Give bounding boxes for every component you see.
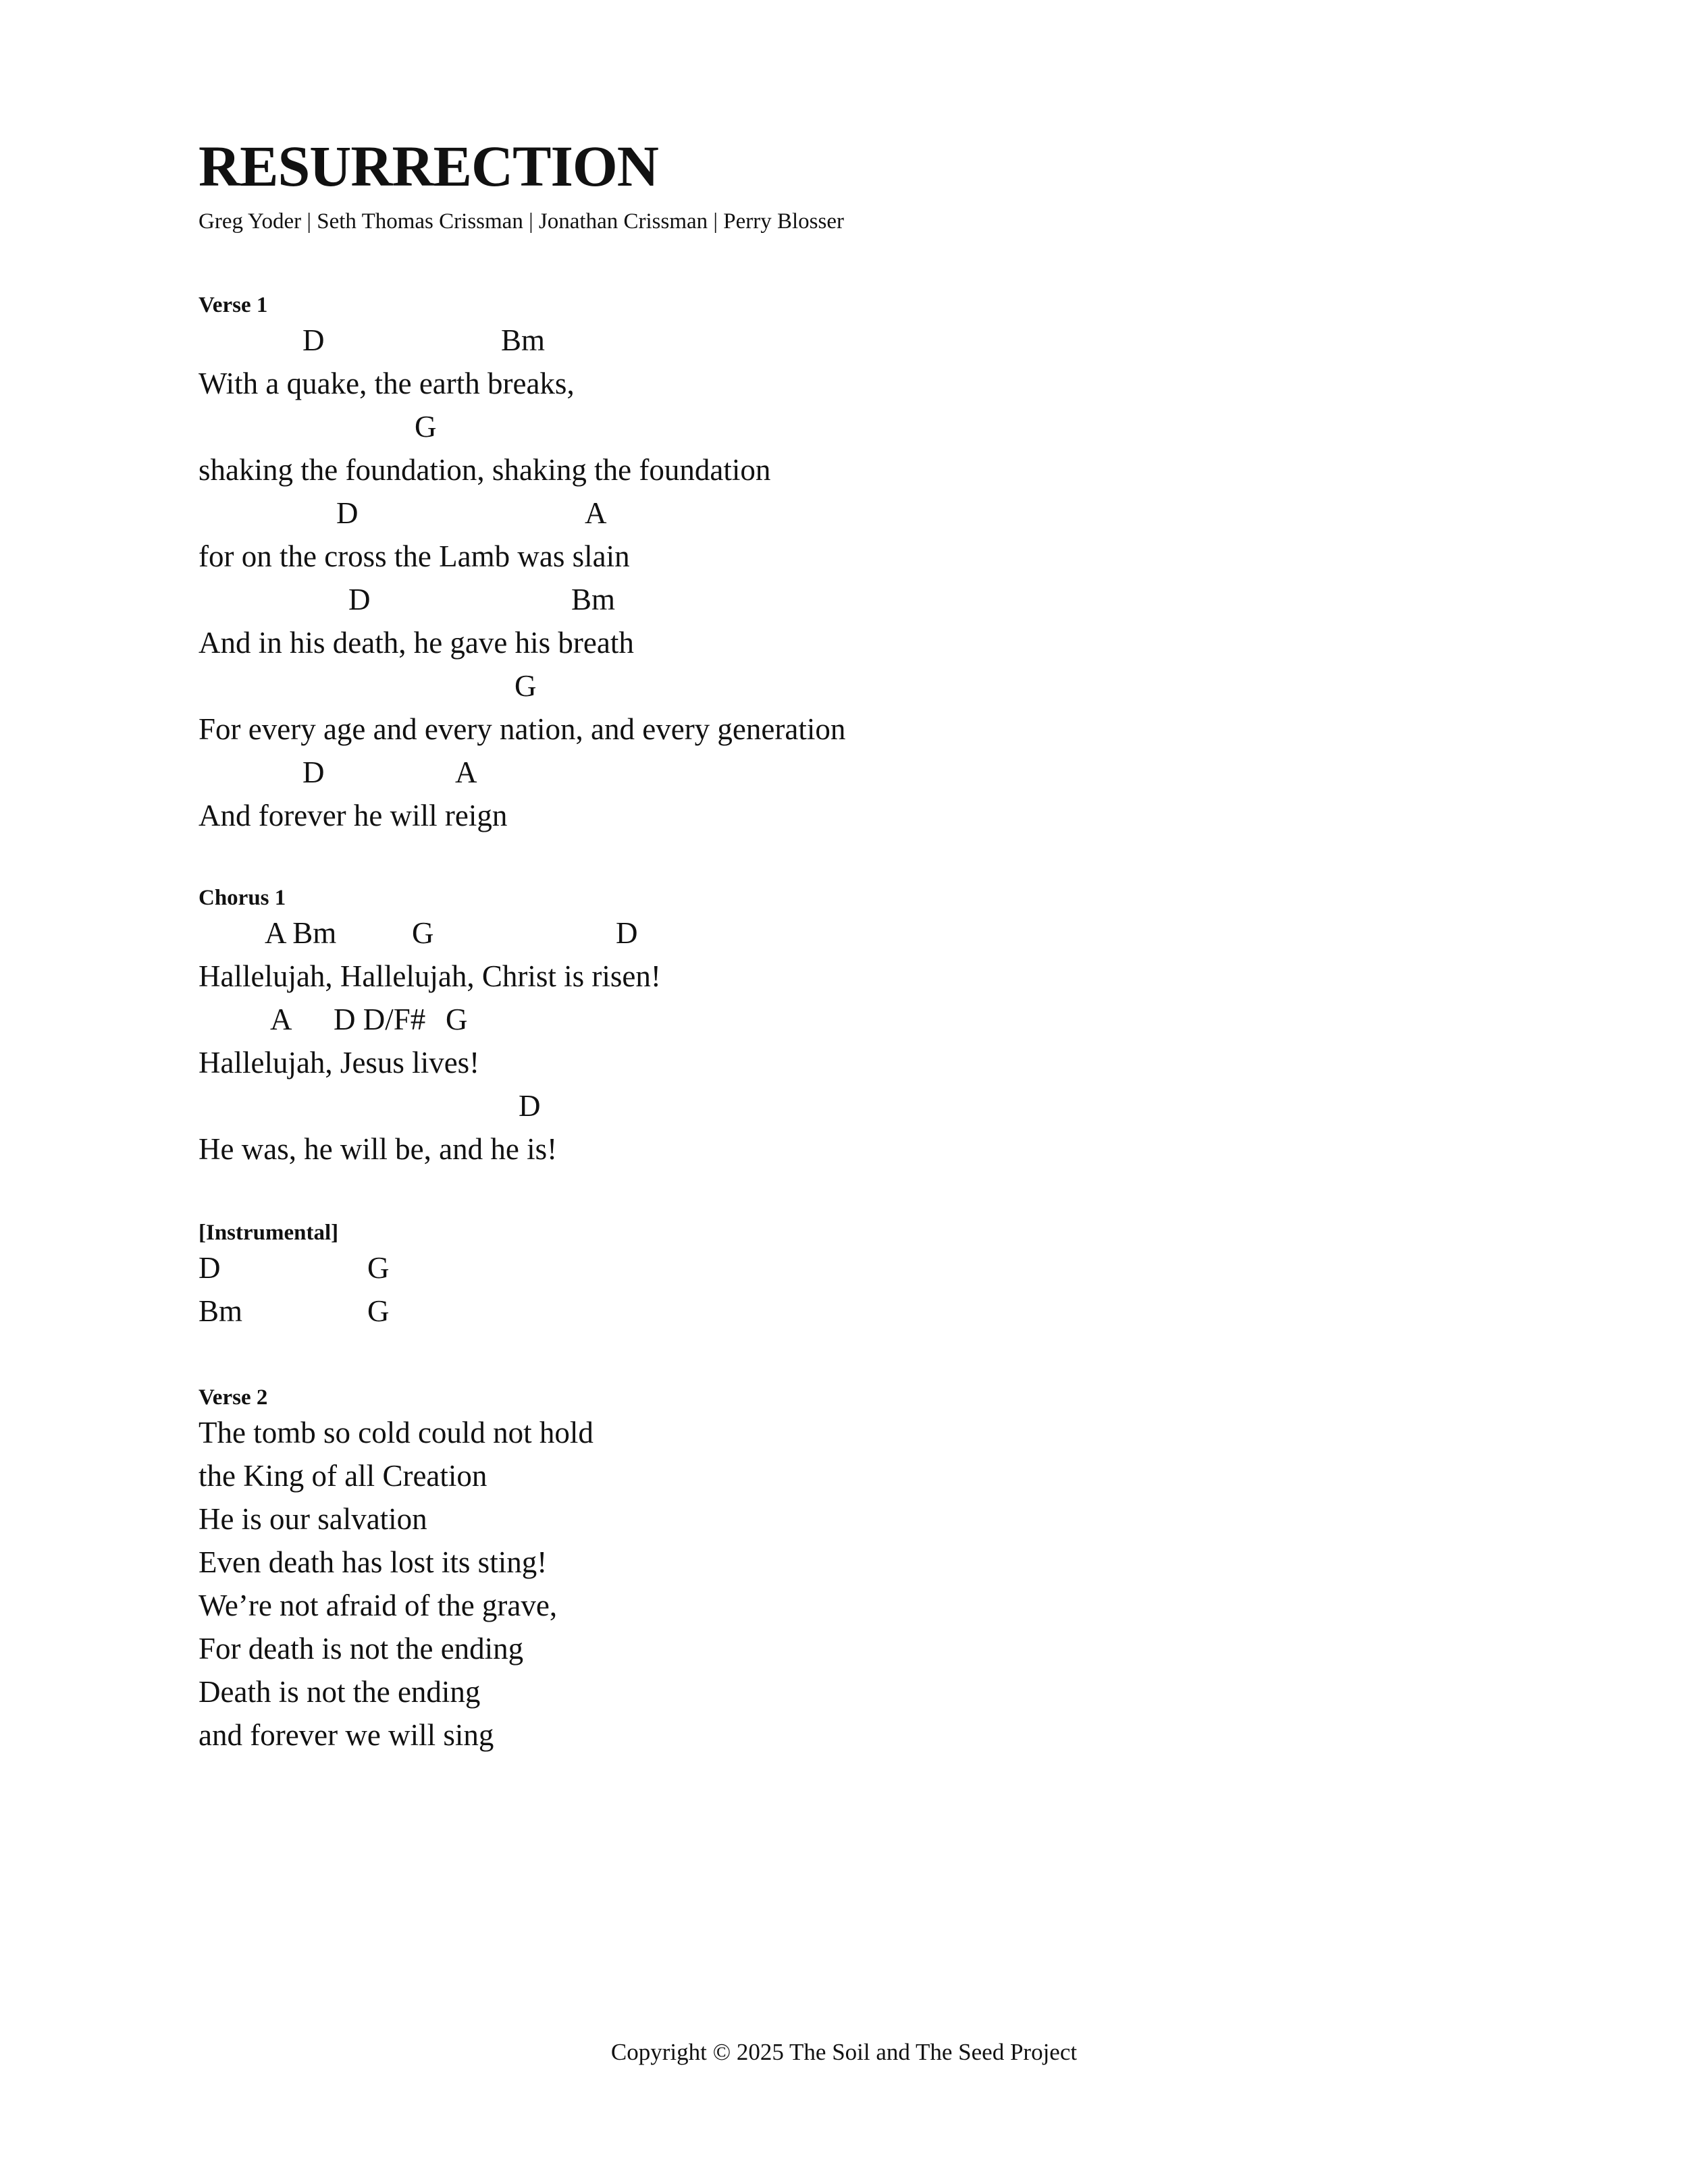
chord-line bbox=[199, 319, 1346, 362]
chord: D D/F# bbox=[334, 1003, 426, 1036]
lyric-line: And in his death, he gave his breath bbox=[199, 626, 634, 660]
lyric-line: We’re not afraid of the grave, bbox=[199, 1589, 558, 1622]
chord: A bbox=[455, 755, 477, 789]
chord: A Bm bbox=[265, 916, 337, 950]
chord: A bbox=[585, 496, 607, 530]
chord: D bbox=[519, 1089, 541, 1123]
chord: D bbox=[336, 496, 359, 530]
lyric-line: He is our salvation bbox=[199, 1502, 427, 1536]
instrumental-chord-row bbox=[199, 1246, 1346, 1289]
lyric-line: He was, he will be, and he is! bbox=[199, 1132, 558, 1166]
verse-2-label: Verse 2 bbox=[199, 1385, 268, 1410]
verse-2-section bbox=[199, 1384, 1346, 1757]
lyric-line: And forever he will reign bbox=[199, 799, 508, 832]
chord-line bbox=[199, 911, 1346, 955]
instrumental-section bbox=[199, 1219, 1346, 1333]
verse-1-section bbox=[199, 292, 1346, 837]
chord-line bbox=[199, 998, 1346, 1041]
verse-1-label: Verse 1 bbox=[199, 293, 268, 317]
chorus-1-section bbox=[199, 884, 1346, 1171]
chord-line bbox=[199, 1084, 1346, 1127]
lyric-line: With a quake, the earth breaks, bbox=[199, 367, 575, 400]
copyright-notice: Copyright © 2025 The Soil and The Seed Project bbox=[610, 2039, 1078, 2065]
chord: G bbox=[367, 1251, 390, 1285]
chord-line bbox=[199, 664, 1346, 708]
chord: G bbox=[367, 1294, 390, 1328]
lyric-line: Hallelujah, Jesus lives! bbox=[199, 1046, 480, 1080]
lyric-line: for on the cross the Lamb was slain bbox=[199, 539, 630, 573]
chord: D bbox=[302, 755, 325, 789]
chord: Bm bbox=[571, 583, 616, 616]
lyric-line: shaking the foundation, shaking the foundation bbox=[199, 453, 771, 487]
lyric-line: and forever we will sing bbox=[199, 1718, 494, 1752]
chord: D bbox=[199, 1251, 221, 1285]
chorus-1-label: Chorus 1 bbox=[199, 886, 286, 910]
chord: D bbox=[616, 916, 638, 950]
lyric-line: For every age and every nation, and every generation bbox=[199, 712, 846, 746]
chord-line bbox=[199, 491, 1346, 535]
chord-line bbox=[199, 751, 1346, 794]
instrumental-label: [Instrumental] bbox=[199, 1221, 339, 1245]
chord: Bm bbox=[199, 1294, 243, 1328]
lyric-line: Even death has lost its sting! bbox=[199, 1545, 548, 1579]
song-title: RESURRECTION bbox=[199, 134, 658, 198]
lyric-line: Hallelujah, Hallelujah, Christ is risen! bbox=[199, 959, 661, 993]
chord: G bbox=[515, 669, 537, 703]
lyric-line: the King of all Creation bbox=[199, 1459, 487, 1493]
lyric-line: The tomb so cold could not hold bbox=[199, 1416, 594, 1449]
chord: D bbox=[302, 323, 325, 357]
chord-line bbox=[199, 405, 1346, 448]
chord: G bbox=[415, 410, 437, 444]
chord-line bbox=[199, 578, 1346, 621]
chord: G bbox=[412, 916, 434, 950]
lyric-line: For death is not the ending bbox=[199, 1632, 524, 1666]
lyric-line: Death is not the ending bbox=[199, 1675, 481, 1709]
instrumental-chord-row bbox=[199, 1289, 1346, 1333]
song-authors: Greg Yoder | Seth Thomas Crissman | Jonathan Crissman | Perry Blosser bbox=[199, 209, 844, 234]
chord: A bbox=[270, 1003, 292, 1036]
chord: Bm bbox=[501, 323, 546, 357]
chord: G bbox=[446, 1003, 468, 1036]
chord: D bbox=[348, 583, 371, 616]
